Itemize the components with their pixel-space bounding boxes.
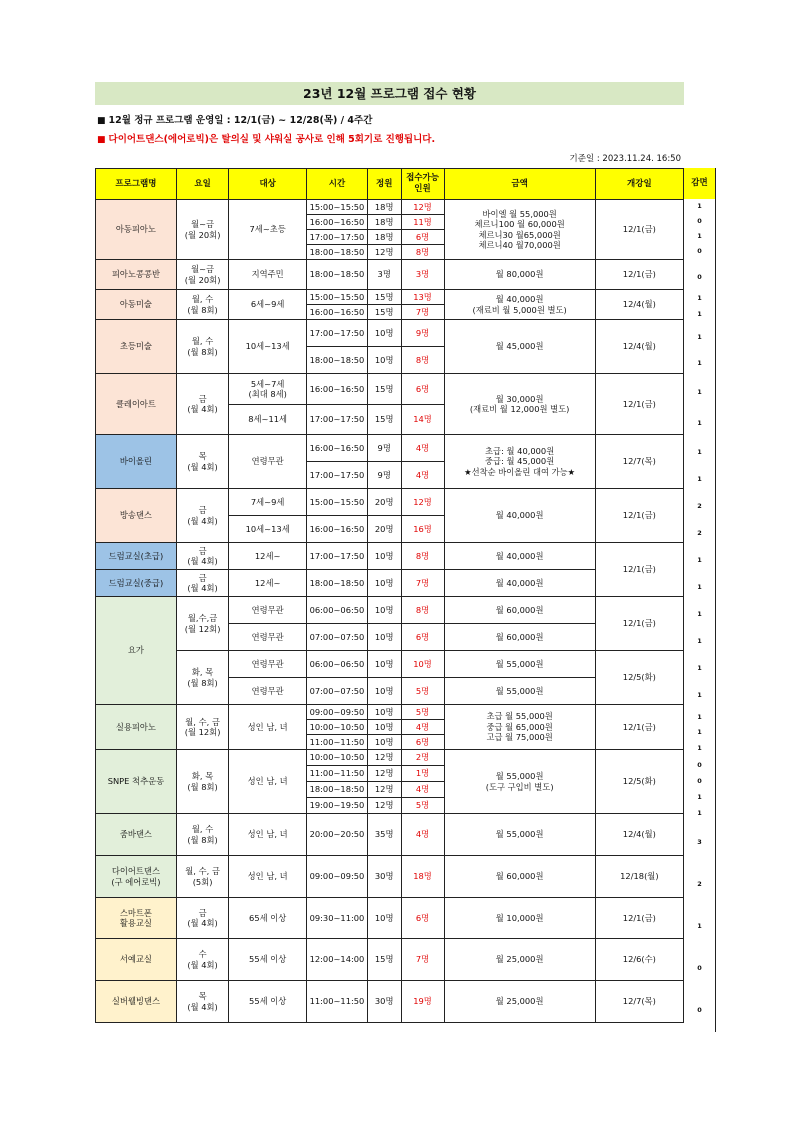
program-capacity: 18명	[367, 215, 401, 230]
program-capacity: 20명	[367, 489, 401, 516]
program-target: 7세~9세	[229, 489, 307, 516]
table-row	[96, 939, 684, 981]
program-days: 금 (월 4회)	[176, 489, 228, 543]
program-available: 1명	[401, 766, 444, 782]
cut-value: 0	[697, 217, 702, 225]
cut-value: 1	[697, 922, 702, 930]
cut-value: 1	[697, 556, 702, 564]
cut-value: 1	[697, 728, 702, 736]
table-row	[96, 814, 684, 856]
program-open: 12/6(수)	[595, 939, 683, 981]
program-capacity: 15명	[367, 405, 401, 435]
program-capacity: 10명	[367, 651, 401, 678]
header-fee: 금액	[444, 169, 595, 200]
table-row	[96, 290, 684, 305]
program-target: 10세~13세	[229, 320, 307, 374]
program-time: 11:00~11:50	[307, 766, 368, 782]
program-capacity: 15명	[367, 939, 401, 981]
program-fee: 월 80,000원	[444, 260, 595, 290]
cut-value: 1	[697, 448, 702, 456]
program-fee: 월 25,000원	[444, 939, 595, 981]
program-available: 10명	[401, 651, 444, 678]
program-time: 17:00~17:50	[307, 462, 368, 489]
program-capacity: 10명	[367, 320, 401, 347]
cut-value: 1	[697, 713, 702, 721]
program-fee: 초급: 월 40,000원 중급: 월 45,000원 ★선착순 바이올린 대여 가능★	[444, 435, 595, 489]
program-time: 15:00~15:50	[307, 200, 368, 215]
program-time: 16:00~16:50	[307, 374, 368, 405]
program-target: 8세~11세	[229, 405, 307, 435]
cut-value: 2	[697, 880, 702, 888]
program-capacity: 15명	[367, 305, 401, 320]
program-days: 금 (월 4회)	[176, 898, 228, 939]
page-title: 23년 12월 프로그램 접수 현황	[95, 82, 684, 105]
program-fee: 바이엘 월 55,000원 체르니100 월 60,000원 체르니30 월65,000원 체르니40 월70,000원	[444, 200, 595, 260]
program-capacity: 3명	[367, 260, 401, 290]
program-time: 06:00~06:50	[307, 651, 368, 678]
program-available: 7명	[401, 939, 444, 981]
table-row	[96, 856, 684, 898]
program-available: 6명	[401, 230, 444, 245]
program-time: 15:00~15:50	[307, 290, 368, 305]
notice-note	[97, 131, 435, 145]
program-name: 클레이아트	[96, 374, 177, 435]
cut-value: 0	[697, 964, 702, 972]
program-capacity: 10명	[367, 735, 401, 750]
program-days: 월~금 (월 20회)	[176, 200, 228, 260]
program-fee: 월 10,000원	[444, 898, 595, 939]
table-row	[96, 750, 684, 766]
table-row	[96, 320, 684, 347]
program-target: 성인 남, 녀	[229, 814, 307, 856]
table-row	[96, 200, 684, 215]
program-available: 3명	[401, 260, 444, 290]
table-row	[96, 260, 684, 290]
program-time: 16:00~16:50	[307, 215, 368, 230]
program-available: 13명	[401, 290, 444, 305]
program-available: 5명	[401, 678, 444, 705]
notice-note-text: 다이어트댄스(에어로빅)은 탈의실 및 샤워실 공사로 인해 5회기로 진행됩니다.	[108, 134, 436, 145]
program-days: 월,수,금 (월 12회)	[176, 597, 228, 651]
program-time: 09:30~11:00	[307, 898, 368, 939]
program-available: 5명	[401, 705, 444, 720]
program-days: 금 (월 4회)	[176, 374, 228, 435]
header-time: 시간	[307, 169, 368, 200]
program-time: 09:00~09:50	[307, 856, 368, 898]
program-fee: 월 60,000원	[444, 624, 595, 651]
program-fee: 월 45,000원	[444, 320, 595, 374]
cut-value: 1	[697, 691, 702, 699]
program-time: 17:00~17:50	[307, 405, 368, 435]
program-time: 12:00~14:00	[307, 939, 368, 981]
header-available: 접수가능 인원	[401, 169, 444, 200]
program-target: 연령무관	[229, 597, 307, 624]
program-available: 9명	[401, 320, 444, 347]
program-available: 7명	[401, 570, 444, 597]
program-days: 금 (월 4회)	[176, 543, 228, 570]
program-name: 초등미술	[96, 320, 177, 374]
program-available: 6명	[401, 898, 444, 939]
program-name: 줌바댄스	[96, 814, 177, 856]
program-open: 12/1(금)	[595, 543, 683, 597]
cut-value: 0	[697, 1006, 702, 1014]
cut-value: 1	[697, 475, 702, 483]
program-time: 11:00~11:50	[307, 981, 368, 1023]
program-fee: 월 30,000원 (재료비 월 12,000원 별도)	[444, 374, 595, 435]
program-available: 4명	[401, 462, 444, 489]
cut-value: 1	[697, 333, 702, 341]
program-open: 12/1(금)	[595, 200, 683, 260]
cut-value: 1	[697, 388, 702, 396]
program-fee: 월 60,000원	[444, 856, 595, 898]
program-fee: 월 60,000원	[444, 597, 595, 624]
program-name: 방송댄스	[96, 489, 177, 543]
program-time: 10:00~10:50	[307, 750, 368, 766]
table-row	[96, 898, 684, 939]
program-name: 서예교실	[96, 939, 177, 981]
table-row	[96, 651, 684, 678]
program-name: 드럼교실(초급)	[96, 543, 177, 570]
program-target: 연령무관	[229, 435, 307, 489]
cut-value: 1	[697, 419, 702, 427]
cut-value: 1	[697, 744, 702, 752]
program-fee: 월 40,000원	[444, 489, 595, 543]
program-days: 목 (월 4회)	[176, 435, 228, 489]
program-name: 다이어트댄스 (구 에어로빅)	[96, 856, 177, 898]
program-time: 18:00~18:50	[307, 782, 368, 798]
program-target: 55세 이상	[229, 939, 307, 981]
program-capacity: 18명	[367, 230, 401, 245]
program-available: 4명	[401, 814, 444, 856]
program-capacity: 10명	[367, 347, 401, 374]
program-time: 07:00~07:50	[307, 678, 368, 705]
schedule-note-text: 12월 정규 프로그램 운영일 : 12/1(금) ~ 12/28(목) / 4주간	[108, 115, 373, 126]
program-available: 12명	[401, 489, 444, 516]
program-capacity: 10명	[367, 898, 401, 939]
program-days: 월, 수 (월 8회)	[176, 320, 228, 374]
program-fee: 월 40,000원	[444, 543, 595, 570]
program-time: 16:00~16:50	[307, 435, 368, 462]
header-program: 프로그램명	[96, 169, 177, 200]
cut-value: 0	[697, 761, 702, 769]
program-name: 아동피아노	[96, 200, 177, 260]
program-available: 8명	[401, 347, 444, 374]
cut-value: 2	[697, 502, 702, 510]
program-time: 17:00~17:50	[307, 543, 368, 570]
program-target: 5세~7세 (최대 8세)	[229, 374, 307, 405]
program-fee: 월 55,000원 (도구 구입비 별도)	[444, 750, 595, 814]
program-name: 실용피아노	[96, 705, 177, 750]
square-bullet-icon: ■	[97, 116, 106, 126]
program-days: 수 (월 4회)	[176, 939, 228, 981]
program-open: 12/1(금)	[595, 597, 683, 651]
schedule-note	[97, 112, 372, 126]
program-capacity: 10명	[367, 543, 401, 570]
program-target: 55세 이상	[229, 981, 307, 1023]
program-time: 07:00~07:50	[307, 624, 368, 651]
program-target: 10세~13세	[229, 516, 307, 543]
program-time: 10:00~10:50	[307, 720, 368, 735]
header-days: 요일	[176, 169, 228, 200]
program-capacity: 18명	[367, 200, 401, 215]
table-row	[96, 597, 684, 624]
program-time: 11:00~11:50	[307, 735, 368, 750]
program-time: 16:00~16:50	[307, 305, 368, 320]
program-name: 요가	[96, 597, 177, 705]
program-open: 12/7(목)	[595, 981, 683, 1023]
program-name: 스마트폰 활용교실	[96, 898, 177, 939]
program-days: 월, 수, 금 (월 12회)	[176, 705, 228, 750]
cut-value: 2	[697, 529, 702, 537]
program-available: 7명	[401, 305, 444, 320]
program-available: 16명	[401, 516, 444, 543]
program-target: 65세 이상	[229, 898, 307, 939]
program-capacity: 12명	[367, 750, 401, 766]
program-capacity: 15명	[367, 374, 401, 405]
program-fee: 월 55,000원	[444, 678, 595, 705]
cut-value: 1	[697, 310, 702, 318]
program-name: 바이올린	[96, 435, 177, 489]
table-row	[96, 981, 684, 1023]
square-bullet-icon: ■	[97, 135, 106, 145]
table-row	[96, 374, 684, 405]
program-open: 12/1(금)	[595, 260, 683, 290]
program-fee: 월 40,000원	[444, 570, 595, 597]
program-name: 실버웰빙댄스	[96, 981, 177, 1023]
program-open: 12/5(화)	[595, 750, 683, 814]
header-capacity: 정원	[367, 169, 401, 200]
program-fee: 초급 월 55,000원 중급 월 65,000원 고급 월 75,000원	[444, 705, 595, 750]
program-available: 2명	[401, 750, 444, 766]
cut-value: 1	[697, 793, 702, 801]
program-target: 성인 남, 녀	[229, 856, 307, 898]
program-capacity: 10명	[367, 720, 401, 735]
program-capacity: 10명	[367, 705, 401, 720]
header-target: 대상	[229, 169, 307, 200]
program-open: 12/4(월)	[595, 320, 683, 374]
program-open: 12/1(금)	[595, 705, 683, 750]
program-capacity: 12명	[367, 782, 401, 798]
program-fee: 월 40,000원 (재료비 월 5,000원 별도)	[444, 290, 595, 320]
program-target: 연령무관	[229, 678, 307, 705]
cut-value: 1	[697, 583, 702, 591]
program-available: 6명	[401, 624, 444, 651]
program-available: 4명	[401, 782, 444, 798]
program-target: 연령무관	[229, 651, 307, 678]
program-capacity: 15명	[367, 290, 401, 305]
program-open: 12/4(월)	[595, 290, 683, 320]
program-open: 12/7(목)	[595, 435, 683, 489]
table-row	[96, 543, 684, 570]
base-date: 기준일 : 2023.11.24. 16:50	[569, 154, 681, 164]
program-time: 20:00~20:50	[307, 814, 368, 856]
program-time: 18:00~18:50	[307, 347, 368, 374]
cut-value: 0	[697, 247, 702, 255]
program-fee: 월 55,000원	[444, 814, 595, 856]
program-capacity: 9명	[367, 462, 401, 489]
program-name: 드럼교실(중급)	[96, 570, 177, 597]
program-time: 19:00~19:50	[307, 798, 368, 814]
program-available: 18명	[401, 856, 444, 898]
program-capacity: 9명	[367, 435, 401, 462]
cut-value: 0	[697, 273, 702, 281]
program-capacity: 10명	[367, 570, 401, 597]
program-target: 7세~초등	[229, 200, 307, 260]
program-days: 화, 목 (월 8회)	[176, 651, 228, 705]
program-target: 12세~	[229, 570, 307, 597]
program-capacity: 10명	[367, 624, 401, 651]
table-row	[96, 435, 684, 462]
program-capacity: 12명	[367, 766, 401, 782]
program-open: 12/18(월)	[595, 856, 683, 898]
program-days: 금 (월 4회)	[176, 570, 228, 597]
program-days: 목 (월 4회)	[176, 981, 228, 1023]
program-time: 18:00~18:50	[307, 245, 368, 260]
program-available: 19명	[401, 981, 444, 1023]
program-open: 12/5(화)	[595, 651, 683, 705]
program-time: 18:00~18:50	[307, 260, 368, 290]
program-open: 12/1(금)	[595, 898, 683, 939]
program-name: SNPE 척추운동	[96, 750, 177, 814]
program-available: 8명	[401, 597, 444, 624]
program-capacity: 35명	[367, 814, 401, 856]
header-open: 개강일	[595, 169, 683, 200]
program-time: 16:00~16:50	[307, 516, 368, 543]
table-row	[96, 705, 684, 720]
program-available: 4명	[401, 435, 444, 462]
program-available: 14명	[401, 405, 444, 435]
program-available: 6명	[401, 374, 444, 405]
program-days: 화, 목 (월 8회)	[176, 750, 228, 814]
cut-value: 0	[697, 777, 702, 785]
program-days: 월, 수 (월 8회)	[176, 290, 228, 320]
program-days: 월, 수, 금 (5회)	[176, 856, 228, 898]
program-table	[95, 168, 684, 1023]
program-days: 월~금 (월 20회)	[176, 260, 228, 290]
program-days: 월, 수 (월 8회)	[176, 814, 228, 856]
cut-value: 1	[697, 232, 702, 240]
program-available: 8명	[401, 543, 444, 570]
cut-value: 3	[697, 838, 702, 846]
program-time: 09:00~09:50	[307, 705, 368, 720]
program-name: 피아노콩콩반	[96, 260, 177, 290]
program-open: 12/4(월)	[595, 814, 683, 856]
header-row	[96, 169, 684, 200]
program-capacity: 20명	[367, 516, 401, 543]
program-fee: 월 25,000원	[444, 981, 595, 1023]
table-row	[96, 489, 684, 516]
program-capacity: 30명	[367, 981, 401, 1023]
program-fee: 월 55,000원	[444, 651, 595, 678]
program-time: 18:00~18:50	[307, 570, 368, 597]
program-capacity: 12명	[367, 245, 401, 260]
program-available: 11명	[401, 215, 444, 230]
program-open: 12/1(금)	[595, 489, 683, 543]
program-target: 12세~	[229, 543, 307, 570]
program-time: 17:00~17:50	[307, 320, 368, 347]
program-time: 15:00~15:50	[307, 489, 368, 516]
program-capacity: 30명	[367, 856, 401, 898]
program-available: 6명	[401, 735, 444, 750]
program-target: 지역주민	[229, 260, 307, 290]
program-name: 아동미술	[96, 290, 177, 320]
header-cut: 감면	[684, 168, 715, 199]
cut-value: 1	[697, 202, 702, 210]
program-available: 5명	[401, 798, 444, 814]
program-available: 4명	[401, 720, 444, 735]
cut-value: 1	[697, 294, 702, 302]
program-available: 8명	[401, 245, 444, 260]
program-target: 성인 남, 녀	[229, 750, 307, 814]
program-target: 성인 남, 녀	[229, 705, 307, 750]
cut-value: 1	[697, 809, 702, 817]
cut-value: 1	[697, 637, 702, 645]
cut-value: 1	[697, 664, 702, 672]
program-target: 연령무관	[229, 624, 307, 651]
cut-value: 1	[697, 359, 702, 367]
program-available: 12명	[401, 200, 444, 215]
program-capacity: 10명	[367, 678, 401, 705]
program-capacity: 10명	[367, 597, 401, 624]
program-target: 6세~9세	[229, 290, 307, 320]
program-capacity: 12명	[367, 798, 401, 814]
program-time: 17:00~17:50	[307, 230, 368, 245]
program-time: 06:00~06:50	[307, 597, 368, 624]
cut-value: 1	[697, 610, 702, 618]
program-open: 12/1(금)	[595, 374, 683, 435]
